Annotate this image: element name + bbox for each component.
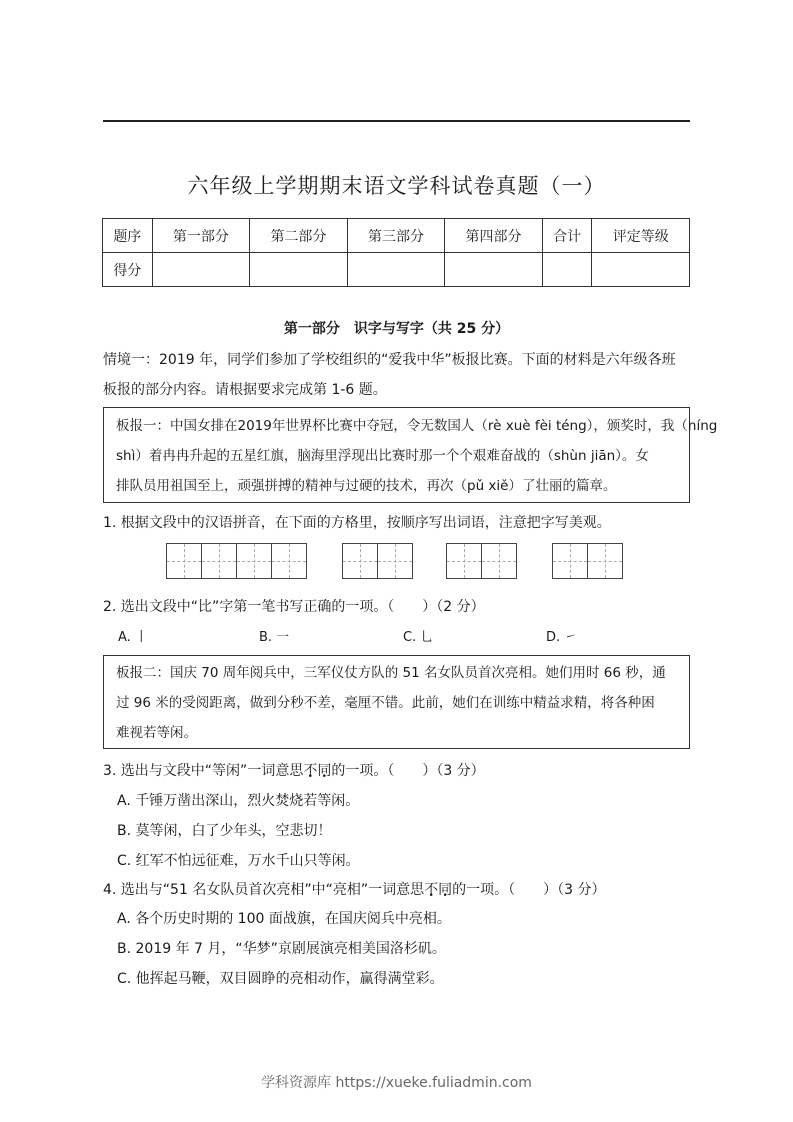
writing-cell[interactable] [342, 543, 378, 579]
score-cell[interactable] [250, 253, 348, 287]
header-cell: 第一部分 [152, 219, 250, 253]
q2-option-b[interactable]: B. 一 [259, 630, 290, 645]
q3-option-c[interactable]: C. 红军不怕远征难，万水千山只等闲。 [117, 853, 360, 869]
q2-option-c[interactable]: C. 乚 [403, 630, 434, 645]
q2-option-a[interactable]: A. 丨 [118, 630, 148, 645]
scenario-line-1: 情境一：2019 年，同学们参加了学校组织的“爱我中华”板报比赛。下面的材料是六年级各班 [103, 352, 676, 368]
score-cell[interactable] [445, 253, 543, 287]
writing-cell[interactable] [236, 543, 272, 579]
question-4 [103, 879, 605, 899]
header-cell: 题序 [103, 219, 153, 253]
section1-title: 第一部分 识字与写字（共 25 分） [283, 321, 510, 337]
score-table-header-row [103, 219, 690, 253]
board2-line: 过 96 米的受阅距离，做到分秒不差，毫厘不错。此前，她们在训练中精益求精，将各种困 [116, 695, 655, 711]
score-table-score-row [103, 253, 690, 287]
writing-grid-2[interactable] [342, 543, 413, 579]
writing-cell[interactable] [271, 543, 307, 579]
question-2: 2. 选出文段中“比”字第一笔书写正确的一项。（ ）（2 分） [103, 599, 485, 615]
q3-emphasis-1: 不 [303, 763, 318, 779]
q3-text-pre: 3. 选出与文段中“等闲”一词意思 [103, 763, 304, 779]
header-cell: 第二部分 [250, 219, 348, 253]
q3-option-b[interactable]: B. 莫等闲，白了少年头，空悲切！ [117, 823, 332, 839]
q4-option-c[interactable]: C. 他挥起马鞭，双目圆睁的亮相动作，赢得满堂彩。 [117, 971, 444, 987]
q4-emphasis-1: 不 [424, 882, 439, 898]
q3-emphasis-2: 同 [317, 763, 332, 779]
score-row-label: 得分 [103, 253, 153, 287]
writing-cell[interactable] [201, 543, 237, 579]
scenario-line-2: 板报的部分内容。请根据要求完成第 1-6 题。 [103, 382, 387, 398]
writing-grid-1[interactable] [166, 543, 307, 579]
writing-grid-4[interactable] [552, 543, 623, 579]
score-cell[interactable] [542, 253, 592, 287]
q4-option-b[interactable]: B. 2019 年 7 月，“华梦”京剧展演亮相美国洛杉矶。 [117, 941, 446, 957]
writing-grid-3[interactable] [446, 543, 517, 579]
top-rule [103, 120, 690, 122]
footer-watermark: 学科资源库 https://xueke.fuliadmin.com [261, 1075, 532, 1091]
board2-box [103, 655, 690, 749]
header-cell: 第四部分 [445, 219, 543, 253]
score-cell[interactable] [592, 253, 690, 287]
board1-line: shì）着冉冉升起的五星红旗，脑海里浮现出比赛时那一个个艰难奋战的（shùn jiān）。女 [116, 448, 649, 464]
writing-cell[interactable] [587, 543, 623, 579]
q2-option-d[interactable]: D. ㇀ [546, 630, 578, 645]
board2-line: 难视若等闲。 [116, 725, 197, 741]
q4-text-post: 的一项。（ ）（3 分） [452, 882, 606, 898]
q3-option-a[interactable]: A. 千锤万凿出深山，烈火焚烧若等闲。 [117, 793, 360, 809]
board1-box [103, 407, 718, 503]
score-table [102, 218, 690, 287]
question-3 [103, 760, 485, 780]
q3-text-post: 的一项。（ ）（3 分） [331, 763, 485, 779]
writing-cell[interactable] [166, 543, 202, 579]
writing-cell[interactable] [446, 543, 482, 579]
score-cell[interactable] [152, 253, 250, 287]
q4-text-pre: 4. 选出与“51 名女队员首次亮相”中“亮相”一词意思 [103, 882, 425, 898]
board2-line: 板报二：国庆 70 周年阅兵中，三军仪仗方队的 51 名女队员首次亮相。她们用时 66 秒，通 [116, 665, 666, 681]
writing-cell[interactable] [481, 543, 517, 579]
writing-cell[interactable] [377, 543, 413, 579]
writing-cell[interactable] [552, 543, 588, 579]
header-cell: 第三部分 [347, 219, 445, 253]
q4-option-a[interactable]: A. 各个历史时期的 100 面战旗，在国庆阅兵中亮相。 [117, 911, 451, 927]
header-cell: 合计 [542, 219, 592, 253]
header-cell: 评定等级 [592, 219, 690, 253]
question-1: 1. 根据文段中的汉语拼音，在下面的方格里，按顺序写出词语，注意把字写美观。 [103, 515, 611, 531]
score-cell[interactable] [347, 253, 445, 287]
board1-line: 板报一：中国女排在2019年世界杯比赛中夺冠，令无数国人（rè xuè fèi téng），颁奖时，我（níng [116, 418, 718, 434]
board1-line: 排队员用祖国至上，顽强拼搏的精神与过硬的技术，再次（pǔ xiě）了壮丽的篇章。 [116, 478, 617, 494]
q4-emphasis-2: 同 [438, 882, 453, 898]
page-title: 六年级上学期期末语文学科试卷真题（一） [187, 174, 606, 198]
